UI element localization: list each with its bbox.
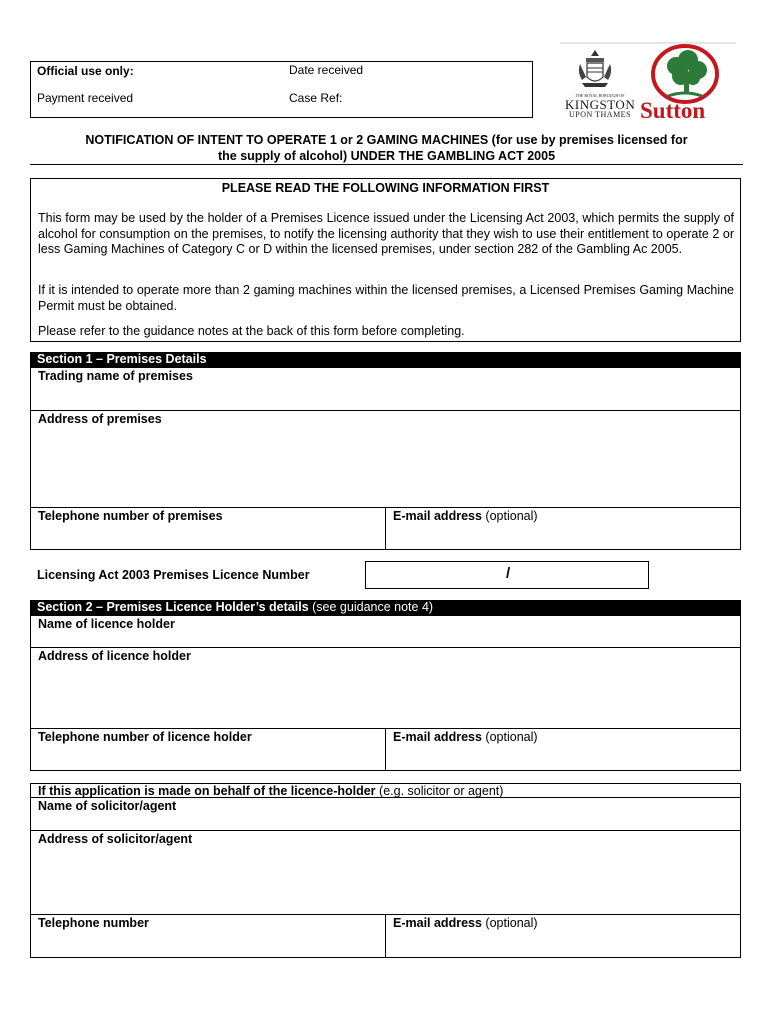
licence-number-label: Licensing Act 2003 Premises Licence Number bbox=[37, 568, 310, 582]
licence-holder-email-field[interactable] bbox=[385, 728, 741, 771]
section2-note: (see guidance note 4) bbox=[312, 600, 434, 614]
kingston-line1: THE ROYAL BOROUGH OF bbox=[575, 93, 625, 98]
agent-name-field[interactable] bbox=[30, 797, 741, 831]
agent-section-note: (e.g. solicitor or agent) bbox=[379, 784, 504, 798]
agent-section-title: If this application is made on behalf of the licence-holder bbox=[38, 784, 376, 798]
agent-email-optional: (optional) bbox=[485, 916, 538, 930]
council-logos bbox=[560, 42, 736, 122]
sutton-tree-icon bbox=[648, 44, 738, 104]
premises-address-field[interactable] bbox=[30, 410, 741, 508]
licence-holder-name-field[interactable] bbox=[30, 615, 741, 648]
premises-telephone-label: Telephone number of premises bbox=[38, 509, 223, 523]
licence-holder-email-label-text: E-mail address bbox=[393, 730, 482, 744]
premises-address-label: Address of premises bbox=[38, 412, 162, 426]
premises-telephone-field[interactable] bbox=[30, 507, 386, 550]
licence-holder-name-label: Name of licence holder bbox=[38, 617, 175, 631]
form-title-line1: NOTIFICATION OF INTENT TO OPERATE 1 or 2 GAMING MACHINES (for use by premises licensed for bbox=[85, 133, 688, 147]
agent-address-label: Address of solicitor/agent bbox=[38, 832, 193, 846]
premises-email-label-text: E-mail address bbox=[393, 509, 482, 523]
section2-header bbox=[30, 600, 741, 615]
section2-title: Section 2 – Premises Licence Holder’s details bbox=[37, 600, 309, 614]
agent-name-label: Name of solicitor/agent bbox=[38, 799, 177, 813]
trading-name-label: Trading name of premises bbox=[38, 369, 193, 383]
kingston-wordmark bbox=[565, 94, 635, 119]
licence-holder-email-optional: (optional) bbox=[485, 730, 538, 744]
information-heading: PLEASE READ THE FOLLOWING INFORMATION FIRST bbox=[221, 181, 550, 195]
agent-email-field[interactable] bbox=[385, 914, 741, 958]
information-paragraph-3: Please refer to the guidance notes at the back of this form before completing. bbox=[38, 324, 465, 338]
payment-received-label: Payment received bbox=[37, 91, 134, 105]
agent-email-label-text: E-mail address bbox=[393, 916, 482, 930]
official-use-box bbox=[30, 61, 533, 118]
licence-holder-telephone-field[interactable] bbox=[30, 728, 386, 771]
section1-title: Section 1 – Premises Details bbox=[37, 352, 207, 366]
title-divider bbox=[30, 164, 743, 165]
date-received-label: Date received bbox=[289, 63, 364, 77]
agent-address-field[interactable] bbox=[30, 830, 741, 915]
sutton-wordmark: Sutton bbox=[640, 98, 706, 123]
premises-email-optional: (optional) bbox=[485, 509, 538, 523]
agent-section-header bbox=[30, 783, 741, 798]
kingston-line2: KINGSTON bbox=[565, 97, 636, 112]
licence-holder-address-label: Address of licence holder bbox=[38, 649, 191, 663]
premises-email-field[interactable] bbox=[385, 507, 741, 550]
agent-email-label bbox=[393, 916, 538, 930]
licence-number-separator: / bbox=[506, 565, 511, 582]
information-paragraph-1: This form may be used by the holder of a Premises Licence issued under the Licensing Act 2003, which permits the supply of alcohol for consumption on the premises, to notify the licensing authority that they wish to use their entitlement to operate 2 or less Gaming Machines of Category C or D within the licensed premises, under section 282 of the Gambling Ac 2005. bbox=[38, 211, 734, 256]
kingston-line3: UPON THAMES bbox=[568, 110, 632, 119]
official-use-label: Official use only: bbox=[37, 64, 134, 78]
agent-telephone-field[interactable] bbox=[30, 914, 386, 958]
licence-number-input[interactable] bbox=[365, 561, 649, 589]
licence-holder-telephone-label: Telephone number of licence holder bbox=[38, 730, 252, 744]
information-paragraph-2: If it is intended to operate more than 2 gaming machines within the licensed premises, a Licensed Premises Gaming Machine Permit must be obtained. bbox=[38, 283, 734, 313]
case-ref-label: Case Ref: bbox=[289, 91, 343, 105]
form-title-line2: the supply of alcohol) UNDER THE GAMBLING ACT 2005 bbox=[217, 149, 556, 163]
licence-holder-email-label bbox=[393, 730, 538, 744]
information-box bbox=[30, 178, 741, 342]
agent-telephone-label: Telephone number bbox=[38, 916, 149, 930]
licence-holder-address-field[interactable] bbox=[30, 647, 741, 729]
trading-name-field[interactable] bbox=[30, 367, 741, 411]
section1-header bbox=[30, 352, 741, 367]
form-title bbox=[30, 132, 743, 164]
premises-email-label bbox=[393, 509, 538, 523]
